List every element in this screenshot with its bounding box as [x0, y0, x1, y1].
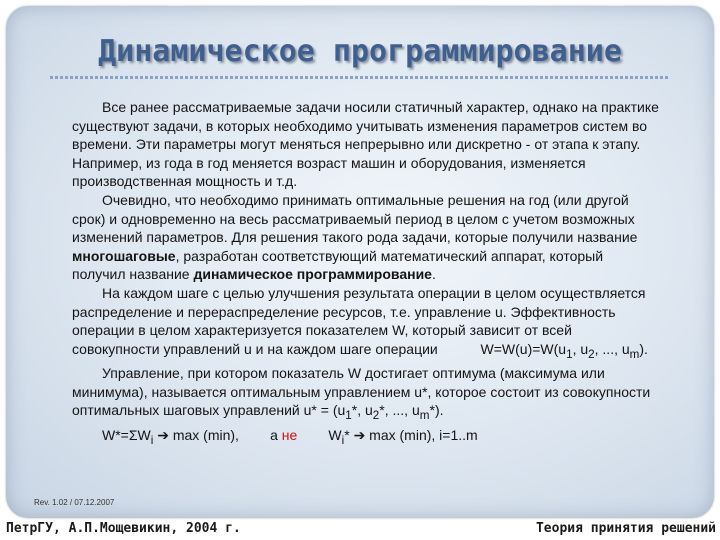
footer-course: Теория принятия решений	[535, 521, 716, 536]
formula-text: *	[351, 402, 358, 419]
formula-text: ➔ max (min), i=1..m	[353, 426, 478, 443]
text-span: Управление, при котором показатель W достигает оптимума (максимума или минимума), называется оптимальным управлением u*, которое состоит из совокупности оптимальных шаговых управлений u* = (u	[72, 365, 651, 419]
formula-line	[72, 426, 660, 450]
formula-w: $W=W(u)=W(u_1$, $u_2$, ..., $u_m$).	[480, 340, 648, 361]
formula-text: ).	[434, 402, 444, 419]
revision-label: Rev. 1.02 / 07.12.2007	[34, 498, 115, 507]
formula-text: ,	[572, 340, 581, 357]
formula-text: а	[270, 426, 278, 443]
formula-text: ).	[639, 340, 648, 357]
paragraph-2	[72, 191, 660, 284]
slide-title: Динамическое программирование	[98, 34, 622, 69]
formula-text: *	[344, 426, 350, 443]
term-dynamic-programming: динамическое программирование	[193, 266, 432, 283]
formula-text: , ...,	[384, 402, 412, 419]
subscript: m	[419, 409, 430, 423]
text-span: Очевидно, что необходимо принимать оптимальные решения на год (или другой срок) и одновременно на весь рассматриваемый период в целом с учетом возможных изменений параметров. Для решения такого рода задачи, которые получили название	[72, 191, 638, 246]
subscript: i	[341, 433, 345, 447]
subscript: m	[629, 347, 640, 361]
formula-text: W=W(u)=W(u	[480, 340, 567, 357]
subscript: i	[150, 433, 154, 447]
paragraph-1: Все ранее рассматриваемые задачи носили статичный характер, однако на практике существуют задачи, в которых необходимо учитывать изменения параметров систем во времени. Эти параметры могут меняться непрерывно или дискретно - от этапа к этапу. Например, из года в год меняется возраст машин и оборудования, изменяется производственная мощность и т.д.	[72, 99, 659, 190]
title-divider	[50, 76, 670, 79]
subscript: 2	[372, 409, 380, 423]
formula-text: W	[328, 426, 342, 443]
text-span: , разработан соответствующий математический аппарат, который получил название	[72, 247, 604, 283]
formula-text: *	[379, 402, 385, 419]
slide-body	[72, 98, 660, 450]
subscript: 1	[566, 347, 573, 361]
subscript: 1	[345, 409, 352, 423]
formula-text: *	[429, 402, 435, 419]
formula-text: W*=ΣW	[102, 426, 151, 443]
paragraph-3	[72, 284, 660, 364]
formula-text: , ...,	[594, 340, 622, 357]
negation-word: не	[281, 426, 298, 443]
text-span: На каждом шаге с целью улучшения результата операции в целом осуществляется распределение и перераспределение ресурсов, т.е. управление u. Эффективность операции в целом характеризуется показателем W, который зависит от всей совокупности управлений u и на каждом шаге операции	[72, 284, 646, 357]
formula-text: ,	[357, 402, 365, 419]
formula-text: ➔ max (min),	[157, 426, 239, 443]
term-multistep: многошаговые	[72, 247, 176, 264]
text-span: .	[431, 266, 436, 283]
paragraph-4: Управление, при котором показатель W достигает оптимума (максимума или минимума), называется оптимальным управлением u*, которое состоит из совокупности оптимальных шаговых управлений $u* = (u_1*$, $u_2*$, ..., $u_m*$).	[72, 365, 651, 423]
subscript: 2	[588, 347, 595, 361]
footer-author: ПетрГУ, А.П.Мощевикин, 2004 г.	[6, 521, 241, 536]
